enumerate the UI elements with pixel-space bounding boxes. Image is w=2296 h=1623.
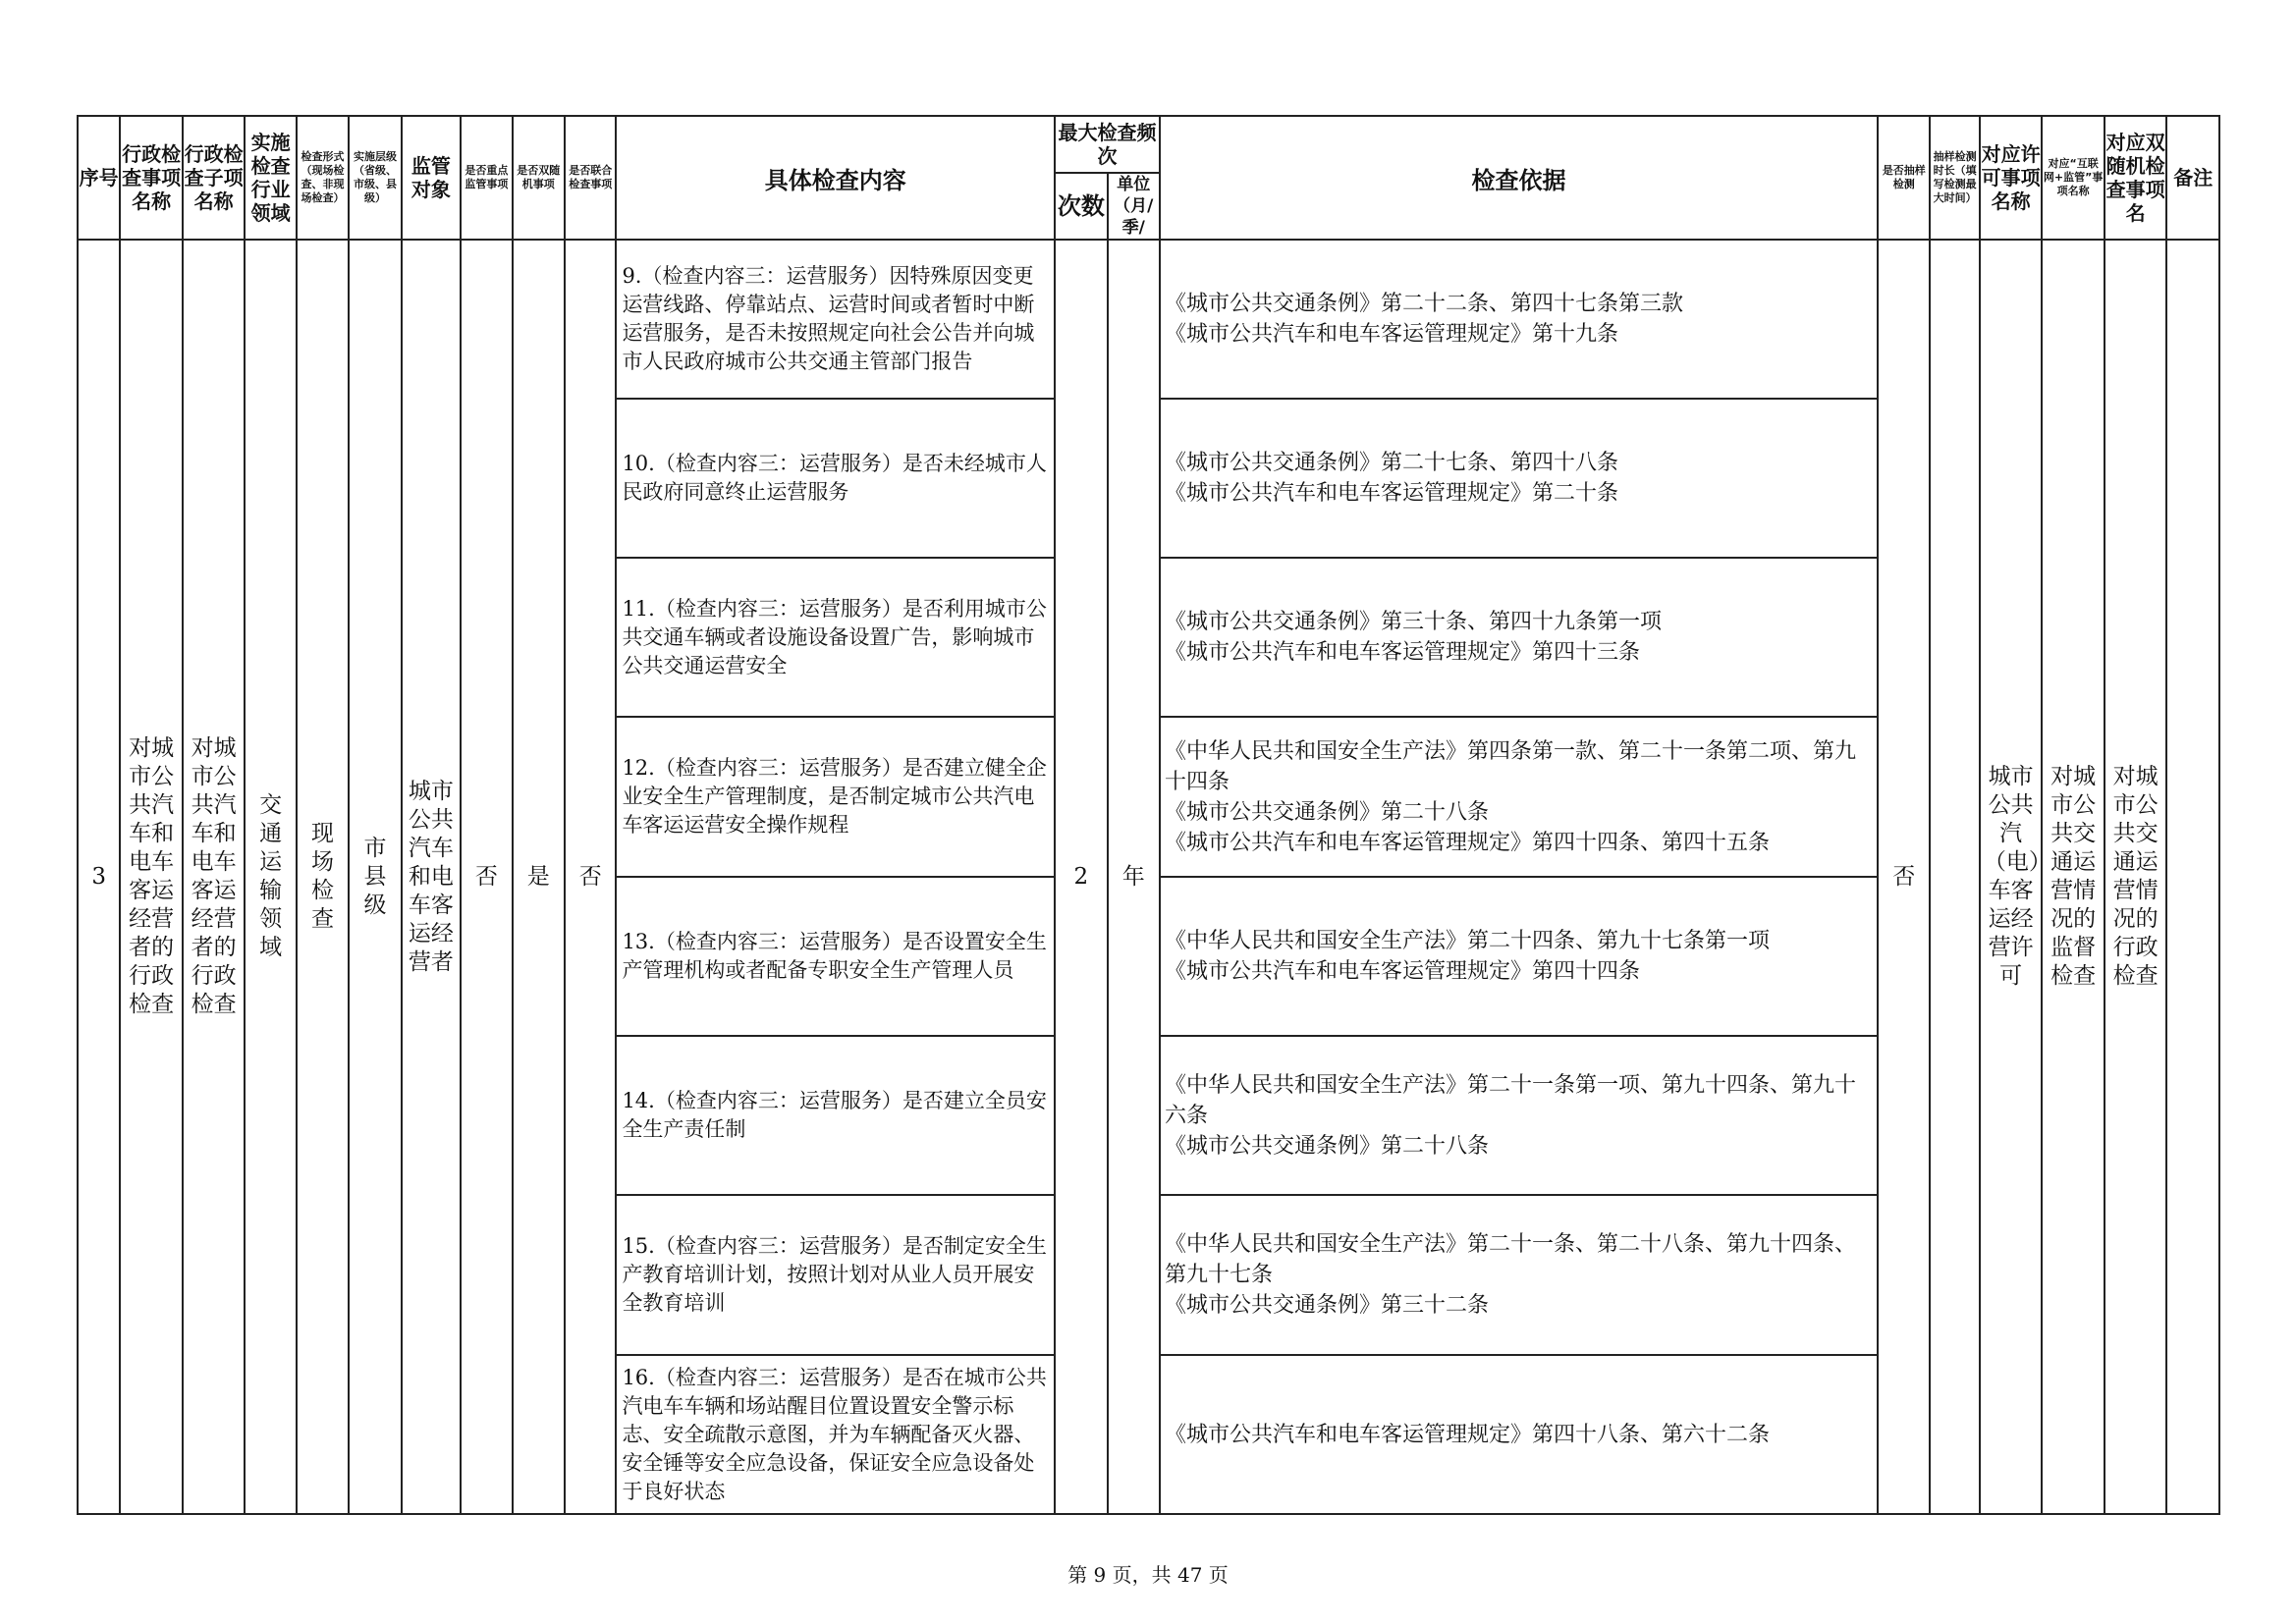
header-random-check: 对应双随机检查事项名 (2105, 116, 2167, 240)
header-remarks: 备注 (2166, 116, 2219, 240)
record-sampling: 否 (1878, 240, 1930, 1514)
check-content-cell: 9.（检查内容三：运营服务）因特殊原因变更运营线路、停靠站点、运营时间或者暂时中断运营服务，是否未按照规定向社会公告并向城市人民政府城市公共交通主管部门报告 (616, 240, 1055, 399)
record-seq: 3 (78, 240, 120, 1514)
record-target: 城市公共汽车和电车客运经营者 (402, 240, 461, 1514)
header-level: 实施层级（省级、市级、县级） (349, 116, 401, 240)
record-joint-item: 否 (565, 240, 616, 1514)
check-basis-cell (1160, 558, 1878, 717)
header-item-name: 行政检查事项名称 (120, 116, 183, 240)
check-basis-text: 《城市公共汽车和电车客运管理规定》第四十八条、第六十二条 (1164, 1422, 1770, 1447)
check-content-cell: 13.（检查内容三：运营服务）是否设置安全生产管理机构或者配备专职安全生产管理人员 (616, 877, 1055, 1036)
check-basis-cell (1160, 1195, 1878, 1355)
table-body (78, 240, 2219, 1514)
record-license: 城市公共汽（电）车客运经营许可 (1980, 240, 2043, 1514)
check-content-cell: 12.（检查内容三：运营服务）是否建立健全企业安全生产管理制度，是否制定城市公共汽电车客运运营安全操作规程 (616, 717, 1055, 877)
check-content-cell: 16.（检查内容三：运营服务）是否在城市公共汽电车车辆和场站醒目位置设置安全警示标志、安全疏散示意图，并为车辆配备灭火器、安全锤等安全应急设备，保证安全应急设备处于良好状态 (616, 1355, 1055, 1514)
check-basis-text: 《中华人民共和国安全生产法》第二十四条、第九十七条第一项 《城市公共汽车和电车客运管理规定》第四十四条 (1164, 929, 1770, 984)
record-check-form: 现场检查 (297, 240, 349, 1514)
record-sampling-time (1930, 240, 1979, 1514)
record-remarks (2166, 240, 2219, 1514)
header-basis: 检查依据 (1160, 116, 1878, 240)
header-freq-count: 次数 (1055, 173, 1107, 240)
check-basis-cell (1160, 1355, 1878, 1514)
check-basis-cell (1160, 877, 1878, 1036)
header-seq: 序号 (78, 116, 120, 240)
header-joint-item: 是否联合检查事项 (565, 116, 616, 240)
check-content-cell: 11.（检查内容三：运营服务）是否利用城市公共交通车辆或者设施设备设置广告，影响城市公共交通运营安全 (616, 558, 1055, 717)
record-random-check: 对城市公共交通运营情况的行政检查 (2105, 240, 2167, 1514)
record-item-name: 对城市公共汽车和电车客运经营者的行政检查 (120, 240, 183, 1514)
check-content-cell: 14.（检查内容三：运营服务）是否建立全员安全生产责任制 (616, 1036, 1055, 1195)
header-freq-unit: 单位（月/季/ (1108, 173, 1160, 240)
header-license: 对应许可事项名称 (1980, 116, 2043, 240)
header-max-freq: 最大检查频次 (1055, 116, 1160, 173)
header-sub-item-name: 行政检查子项名称 (183, 116, 246, 240)
check-basis-cell (1160, 399, 1878, 558)
record-random-item: 是 (513, 240, 565, 1514)
record-freq-unit: 年 (1108, 240, 1160, 1514)
header-industry: 实施检查行业领域 (245, 116, 296, 240)
page-footer: 第 9 页，共 47 页 (1067, 1563, 1229, 1587)
header-key-item: 是否重点监管事项 (461, 116, 512, 240)
inspection-table (77, 115, 2220, 1515)
check-basis-text: 《城市公共交通条例》第二十七条、第四十八条 《城市公共汽车和电车客运管理规定》第二十条 (1164, 451, 1618, 506)
record-industry: 交通运输领域 (245, 240, 296, 1514)
check-basis-text: 《城市公共交通条例》第二十二条、第四十七条第三款 《城市公共汽车和电车客运管理规定》第十九条 (1164, 292, 1683, 347)
table-row (78, 240, 2219, 399)
check-basis-text: 《中华人民共和国安全生产法》第四条第一款、第二十一条第二项、第九十四条 《城市公共交通条例》第二十八条 《城市公共汽车和电车客运管理规定》第四十四条、第四十五条 (1164, 738, 1856, 855)
record-sub-item-name: 对城市公共汽车和电车客运经营者的行政检查 (183, 240, 246, 1514)
check-content-cell: 10.（检查内容三：运营服务）是否未经城市人民政府同意终止运营服务 (616, 399, 1055, 558)
header-random-item: 是否双随机事项 (513, 116, 565, 240)
header-target: 监管对象 (402, 116, 461, 240)
check-basis-text: 《中华人民共和国安全生产法》第二十一条、第二十八条、第九十四条、第九十七条 《城市公共交通条例》第三十二条 (1164, 1232, 1856, 1318)
record-freq-count: 2 (1055, 240, 1107, 1514)
check-basis-cell (1160, 240, 1878, 399)
header-sampling: 是否抽样检测 (1878, 116, 1930, 240)
header-check-form: 检查形式（现场检查、非现场检查） (297, 116, 349, 240)
header-content: 具体检查内容 (616, 116, 1055, 240)
record-key-item: 否 (461, 240, 512, 1514)
header-sampling-time: 抽样检测时长（填写检测最大时间） (1930, 116, 1979, 240)
check-basis-cell (1160, 717, 1878, 877)
record-internet-plus: 对城市公共交通运营情况的监督检查 (2042, 240, 2105, 1514)
check-basis-cell (1160, 1036, 1878, 1195)
check-basis-text: 《中华人民共和国安全生产法》第二十一条第一项、第九十四条、第九十六条 《城市公共交通条例》第二十八条 (1164, 1072, 1856, 1159)
record-level: 市县级 (349, 240, 401, 1514)
check-content-cell: 15.（检查内容三：运营服务）是否制定安全生产教育培训计划，按照计划对从业人员开展安全教育培训 (616, 1195, 1055, 1355)
header-internet-plus: 对应“互联网+监管”事项名称 (2042, 116, 2105, 240)
check-basis-text: 《城市公共交通条例》第三十条、第四十九条第一项 《城市公共汽车和电车客运管理规定》第四十三条 (1164, 610, 1662, 665)
